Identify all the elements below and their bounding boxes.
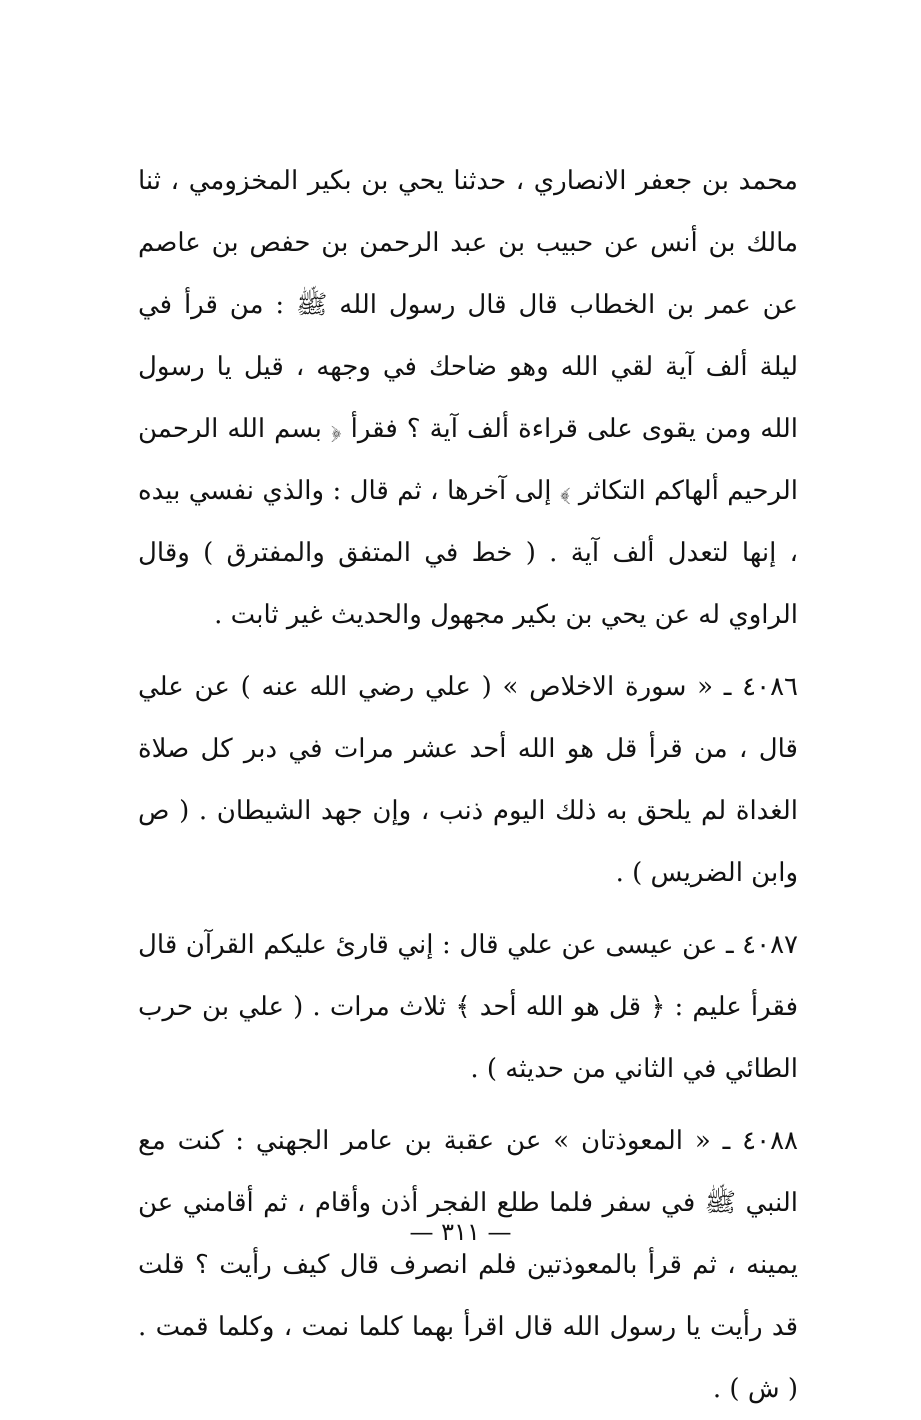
paragraph-hadith-continuation: محمد بن جعفر الانصاري ، حدثنا يحي بن بكير المخزومي ، ثنا مالك بن أنس عن حبيب بن عبد الرحمن بن حفص بن عاصم عن عمر بن الخطاب قال قال رسول الله ﷺ : من قرأ في ليلة ألف آية لقي الله وهو ضاحك في وجهه ، قيل يا رسول الله ومن يقوى على قراءة ألف آية ؟ فقرأ ﴿ بسم الله الرحمن الرحيم ألهاكم التكاثر ﴾ إلى آخرها ، ثم قال : والذي نفسي بيده ، إنها لتعدل ألف آية . ( خط في المتفق والمفترق ) وقال الراوي له عن يحي بن بكير مجهول والحديث غير ثابت . — [138, 166, 798, 630]
paragraph-hadith-4086: ٤٠٨٦ ـ « سورة الاخلاص » ( علي رضي الله عنه ) عن علي قال ، من قرأ قل هو الله أحد عشر مرات في دبر كل صلاة الغداة لم يلحق به ذلك اليوم ذنب ، وإن جهد الشيطان . ( ص وابن الضريس ) . — [138, 672, 798, 888]
paragraph-hadith-4087: ٤٠٨٧ ـ عن عيسى عن علي قال : إني قارئ عليكم القرآن قال فقرأ عليم : ﴿ قل هو الله أحد ﴾ ثلاث مرات . ( علي بن حرب الطائي في الثاني من حديثه ) . — [138, 930, 798, 1084]
paragraph-hadith-4088: ٤٠٨٨ ـ « المعوذتان » عن عقبة بن عامر الجهني : كنت مع النبي ﷺ في سفر فلما طلع الفجر أذن وأقام ، ثم أقامني عن يمينه ، ثم قرأ بالمعوذتين فلم انصرف قال كيف رأيت ؟ قلت قد رأيت يا رسول الله قال اقرأ بهما كلما نمت ، وكلما قمت . ( ش ) . — [138, 1126, 798, 1404]
page-number: — ٣١١ — — [409, 1218, 512, 1246]
